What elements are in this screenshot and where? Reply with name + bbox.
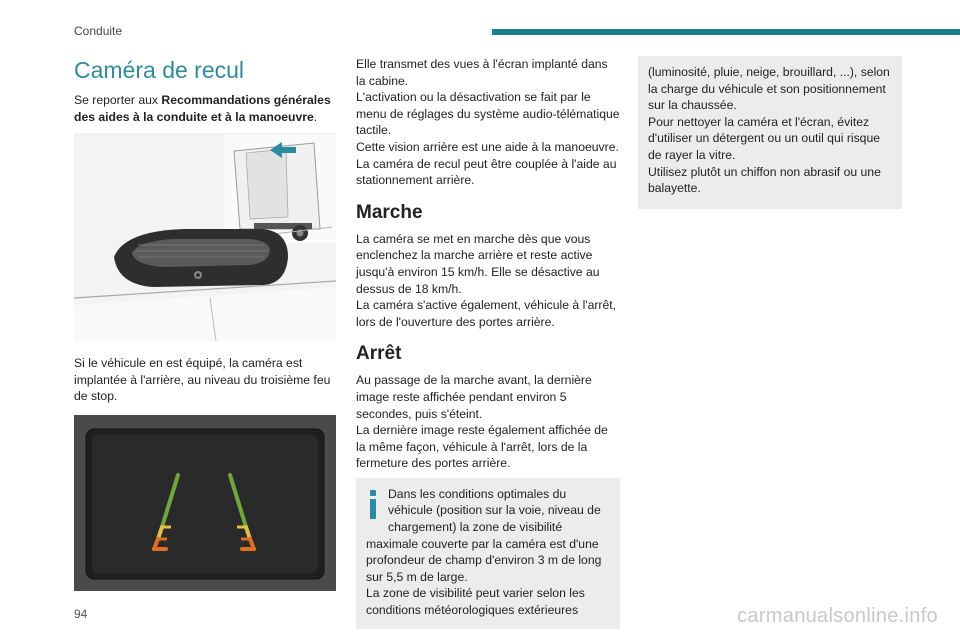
info-cont-line-1: (luminosité, pluie, neige, brouillard, ...), selon la charge du véhicule et son positionnement sur la chaussée. [648, 65, 890, 113]
camera-illustration-svg [74, 133, 336, 341]
info-box-continued [638, 56, 902, 209]
info-icon [366, 490, 380, 520]
intro-line-2: L'activation ou la désactivation se fait par le menu de réglages du système audio-télématique tactile. [356, 90, 620, 138]
column-3 [638, 56, 902, 209]
intro-line-1: Elle transmet des vues à l'écran implanté dans la cabine. [356, 57, 608, 88]
section-title-arret: Arrêt [356, 343, 402, 365]
info-box [356, 478, 620, 629]
marche-line-2: La caméra s'active également, véhicule à l'arrêt, lors de l'ouverture des portes arrière. [356, 298, 617, 329]
arret-line-1: Au passage de la marche avant, la dernière image reste affichée pendant environ 5 secondes, puis s'éteint. [356, 373, 592, 421]
intro-reference: Recommandations générales des aides à la conduite et à la manoeuvre [74, 93, 331, 124]
camera-location-illustration [74, 133, 336, 341]
intro-line-3: Cette vision arrière est une aide à la manoeuvre. [356, 139, 619, 154]
info-cont-line-2: Pour nettoyer la caméra et l'écran, évitez d'utiliser un détergent ou un outil qui risque de rayer la vitre. [648, 114, 881, 162]
watermark: carmanualsonline.info [737, 605, 938, 627]
camera-screen-illustration [74, 415, 336, 591]
brake-light-camera [114, 229, 288, 287]
intro-line-4: La caméra de recul peut être couplée à l'aide au stationnement arrière. [356, 156, 617, 188]
info-line-2: La zone de visibilité peut varier selon les conditions météorologiques extérieures [366, 586, 585, 618]
section-header: Conduite [74, 24, 123, 38]
section-title-marche: Marche [356, 201, 423, 223]
marche-line-1: La caméra se met en marche dès que vous enclenchez la marche arrière et reste active jusqu'à environ 15 km/h. Elle se désactive au dessus de 18 km/h. [356, 231, 600, 296]
info-cont-line-3: Utilisez plutôt un chiffon non abrasif ou une balayette. [648, 164, 881, 196]
arret-line-2: La dernière image reste également affichée de la même façon, véhicule à l'arrêt, lors de la fermeture des portes arrière. [356, 423, 608, 471]
intro-prefix: Se reporter aux [74, 93, 162, 107]
header-accent-bar [492, 29, 960, 35]
intro-paragraph [74, 92, 336, 125]
column-1 [74, 56, 336, 596]
intro-suffix: . [313, 109, 318, 124]
camera-location-text: Si le véhicule en est équipé, la caméra est implantée à l'arrière, au niveau du troisième feu de stop. [74, 356, 331, 404]
page-title: Caméra de recul [74, 57, 245, 83]
info-line-1: Dans les conditions optimales du véhicule (position sur la voie, niveau de chargement) la zone de visibilité maximale couverte par la caméra est d'une profondeur de champ d'environ 3 m de long sur 5,5 m de large. [366, 486, 602, 584]
page-number: 94 [74, 607, 88, 621]
column-2 [356, 56, 620, 629]
